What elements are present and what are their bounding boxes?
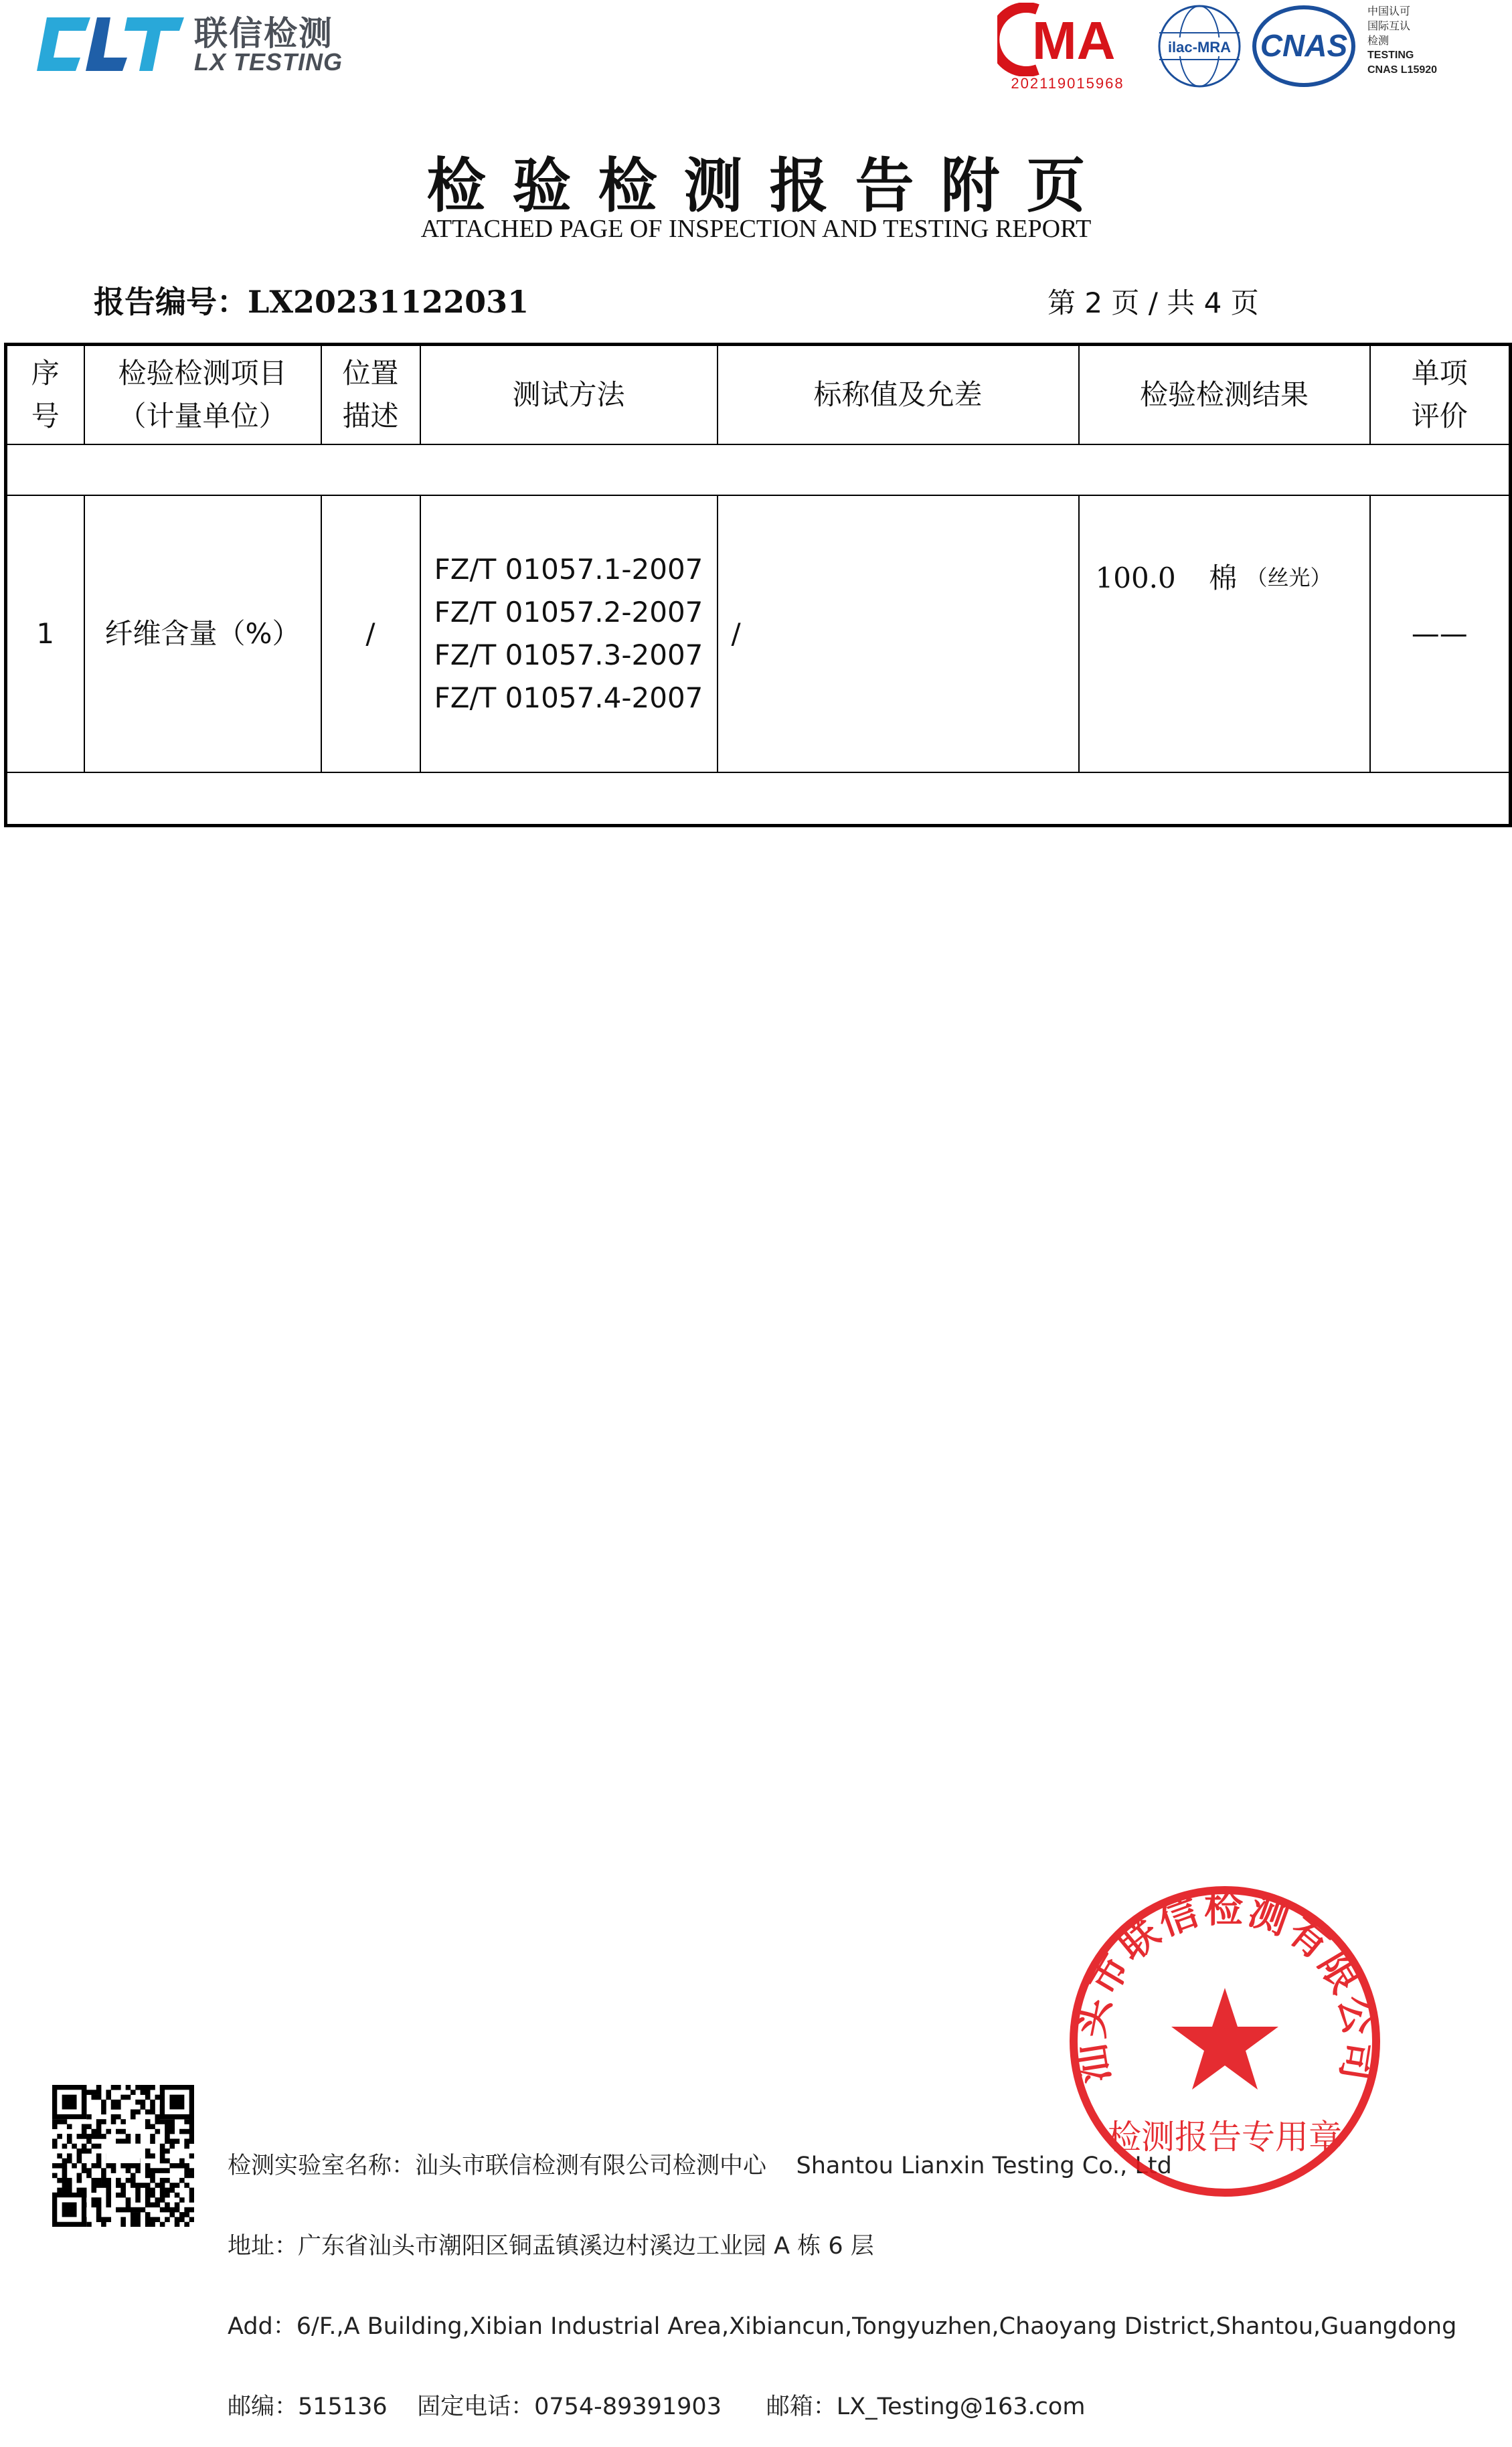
result-value: 100.0 (1095, 562, 1176, 594)
ilac-mra-mark (1156, 3, 1243, 90)
seal-center-text: 检测报告专用章 (1108, 2118, 1342, 2157)
cnas-info-line: 国际互认 (1367, 19, 1411, 32)
row-position: / (321, 495, 420, 772)
document-title-english: ATTACHED PAGE OF INSPECTION AND TESTING REPORT (420, 215, 1092, 243)
footer-contact: 邮编：515136 固定电话：0754-89391903 邮箱：LX_Testing@163.com (228, 2393, 1086, 2420)
header-seq: 序号 (6, 345, 84, 445)
cnas-accreditation-info (1367, 4, 1437, 78)
row-item: 纤维含量（%） (84, 495, 321, 772)
cnas-label: CNAS (1260, 28, 1348, 63)
table-spacer-row (6, 444, 1511, 495)
results-table (4, 343, 1512, 827)
method-line: FZ/T 01057.1-2007 (434, 553, 703, 586)
cma-mark (997, 3, 1138, 98)
footer-address-cn: 地址：广东省汕头市潮阳区铜盂镇溪边村溪边工业园 A 栋 6 层 (228, 2233, 874, 2260)
cnas-icon (1250, 3, 1357, 90)
seal-star-icon (1171, 1988, 1278, 2090)
cnas-info-line: 检测 (1367, 34, 1390, 47)
seal-stamp-icon (1064, 1881, 1385, 2202)
result-fiber: 棉 (1209, 562, 1238, 594)
row-methods (420, 495, 718, 772)
cnas-mark (1250, 3, 1357, 90)
end-cell (6, 772, 1511, 826)
page-number: 第 2 页 / 共 4 页 (1047, 286, 1259, 319)
company-seal (1064, 1881, 1385, 2202)
result-note: （丝光） (1246, 565, 1332, 590)
cma-icon (997, 3, 1138, 76)
lx-logo-icon (33, 11, 187, 78)
header-nominal: 标称值及允差 (718, 345, 1079, 445)
footer-address-en: Add：6/F.,A Building,Xibian Industrial Area,Xibiancun,Tongyuzhen,Chaoyang District,Shantou,Guangdong (228, 2313, 1457, 2340)
method-line: FZ/T 01057.2-2007 (434, 596, 703, 628)
row-seq: 1 (6, 495, 84, 772)
method-line: FZ/T 01057.4-2007 (434, 681, 703, 714)
ilac-label: ilac-MRA (1167, 39, 1232, 56)
qr-code (52, 2085, 194, 2227)
row-evaluation: —— (1370, 495, 1511, 772)
header-position: 位置描述 (321, 345, 420, 445)
ilac-globe-icon (1156, 3, 1243, 90)
qr-code-icon (52, 2085, 194, 2227)
header-method: 测试方法 (420, 345, 718, 445)
cnas-info-line: 中国认可 (1367, 5, 1411, 17)
footer-lab-name: 检测实验室名称：汕头市联信检测有限公司检测中心 Shantou Lianxin Testing Co., Ltd (228, 2153, 1172, 2179)
logo-english-name: LX TESTING (194, 48, 343, 76)
document-title-chinese: 检验检测报告附页 (426, 151, 1112, 220)
company-logo (33, 7, 355, 74)
table-end-row (6, 772, 1511, 826)
row-result (1079, 495, 1370, 772)
cma-number: 202119015968 (1011, 75, 1124, 92)
cnas-info-line: TESTING (1367, 50, 1414, 61)
report-number: 报告编号：LX20231122031 (94, 284, 529, 320)
table-row (6, 495, 1511, 772)
header-item: 检验检测项目（计量单位） (84, 345, 321, 445)
header-evaluation: 单项评价 (1370, 345, 1511, 445)
spacer-cell (6, 444, 1511, 495)
method-line: FZ/T 01057.3-2007 (434, 639, 703, 671)
table-header-row (6, 345, 1511, 445)
logo-chinese-name: 联信检测 (194, 14, 333, 53)
row-nominal: / (718, 495, 1079, 772)
seal-ring-text: 汕头市联信检测有限公司 (1067, 1885, 1383, 2087)
header-result: 检验检测结果 (1079, 345, 1370, 445)
cnas-info-line: CNAS L15920 (1367, 64, 1438, 76)
cma-letters: MA (1032, 11, 1116, 70)
